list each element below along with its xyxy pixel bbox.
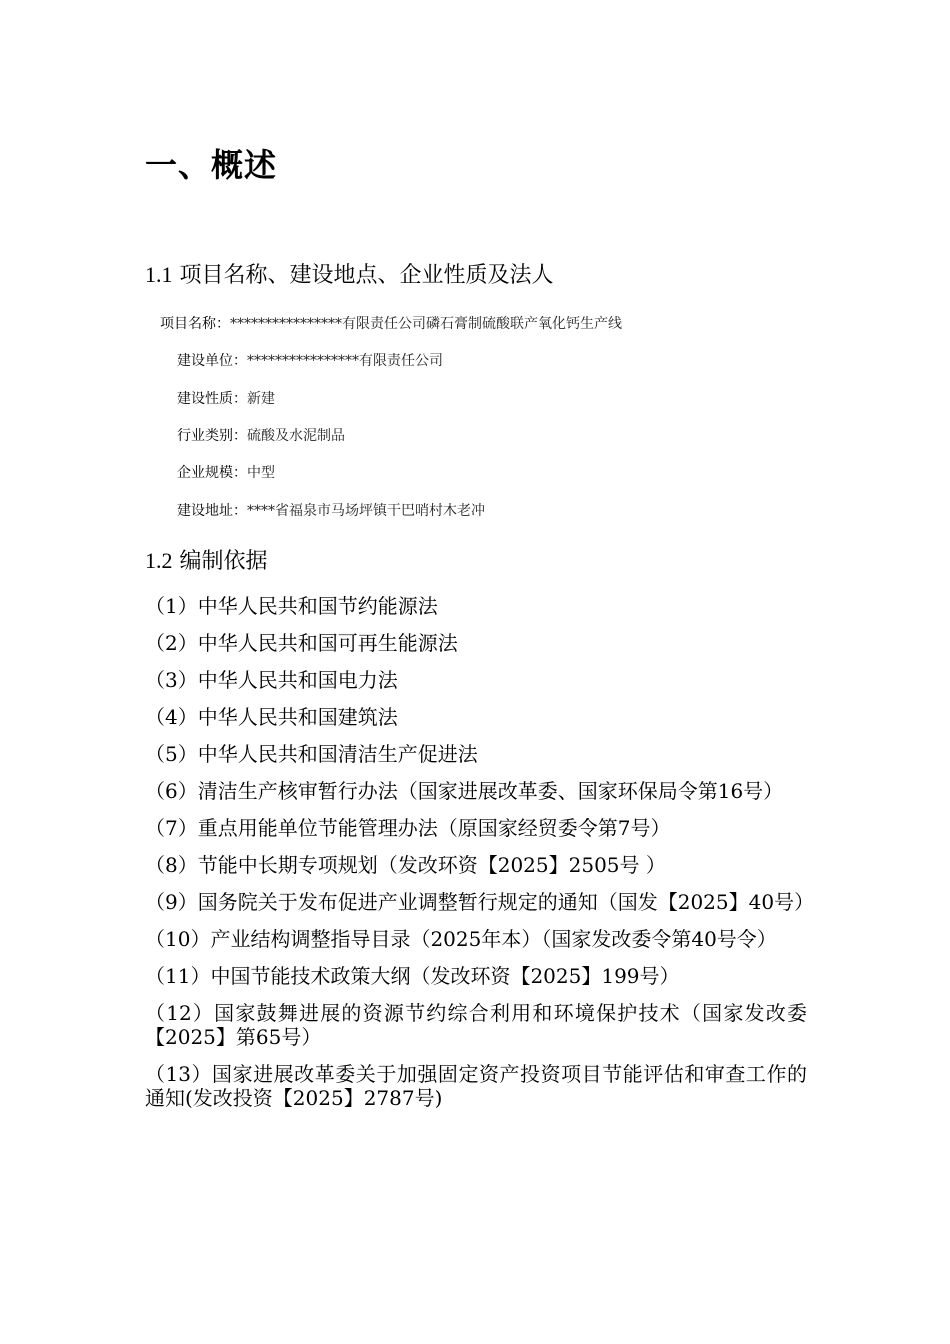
info-row-builder bbox=[177, 350, 443, 370]
list-item: （2）中华人民共和国可再生能源法 bbox=[145, 631, 458, 655]
info-value: ****************有限责任公司磷石膏制硫酸联产氧化钙生产线 bbox=[230, 316, 622, 332]
basis-list bbox=[145, 594, 815, 1123]
info-label: 建设地址： bbox=[177, 503, 247, 519]
list-item: （6）清洁生产核审暂行办法（国家进展改革委、国家环保局令第16号） bbox=[145, 779, 784, 803]
list-item: （9）国务院关于发布促进产业调整暂行规定的通知（国发【2025】40号） bbox=[145, 890, 815, 914]
section-number: 1.1 bbox=[145, 262, 173, 287]
chapter-heading: 一、概述 bbox=[145, 146, 278, 184]
list-item: （13）国家进展改革委关于加强固定资产投资项目节能评估和审查工作的通知(发改投资【2025】2787号) bbox=[145, 1062, 807, 1110]
section-number: 1.2 bbox=[145, 548, 173, 573]
info-row-project-name bbox=[160, 313, 622, 333]
list-item: （10）产业结构调整指导目录（2025年本）（国家发改委令第40号令） bbox=[145, 927, 777, 951]
list-item: （4）中华人民共和国建筑法 bbox=[145, 705, 398, 729]
list-item: （3）中华人民共和国电力法 bbox=[145, 668, 398, 692]
list-item: （8）节能中长期专项规划（发改环资【2025】2505号 ） bbox=[145, 853, 666, 877]
list-item: （1）中华人民共和国节约能源法 bbox=[145, 594, 438, 618]
info-row-industry bbox=[177, 425, 345, 445]
section-title: 项目名称、建设地点、企业性质及法人 bbox=[179, 263, 554, 288]
info-value: 硫酸及水泥制品 bbox=[247, 428, 345, 444]
section-1-2-heading bbox=[145, 544, 268, 575]
info-row-address bbox=[177, 500, 485, 520]
info-row-scale bbox=[177, 462, 275, 482]
list-item: （7）重点用能单位节能管理办法（原国家经贸委令第7号） bbox=[145, 816, 671, 840]
section-1-1-heading bbox=[145, 258, 554, 289]
info-value: ****省福泉市马场坪镇干巴哨村木老冲 bbox=[247, 503, 485, 519]
info-label: 行业类别： bbox=[177, 428, 247, 444]
list-item: （12）国家鼓舞进展的资源节约综合利用和环境保护技术（国家发改委【2025】第65号） bbox=[145, 1001, 807, 1049]
list-item: （11）中国节能技术政策大纲（发改环资【2025】199号） bbox=[145, 964, 680, 988]
info-value: 新建 bbox=[247, 391, 275, 407]
info-label: 建设单位： bbox=[177, 353, 247, 369]
info-value: 中型 bbox=[247, 465, 275, 481]
info-value: ****************有限责任公司 bbox=[247, 353, 443, 369]
info-label: 企业规模： bbox=[177, 465, 247, 481]
info-label: 项目名称： bbox=[160, 316, 230, 332]
list-item: （5）中华人民共和国清洁生产促进法 bbox=[145, 742, 478, 766]
info-label: 建设性质： bbox=[177, 391, 247, 407]
info-row-nature bbox=[177, 388, 275, 408]
section-title: 编制依据 bbox=[179, 549, 268, 574]
